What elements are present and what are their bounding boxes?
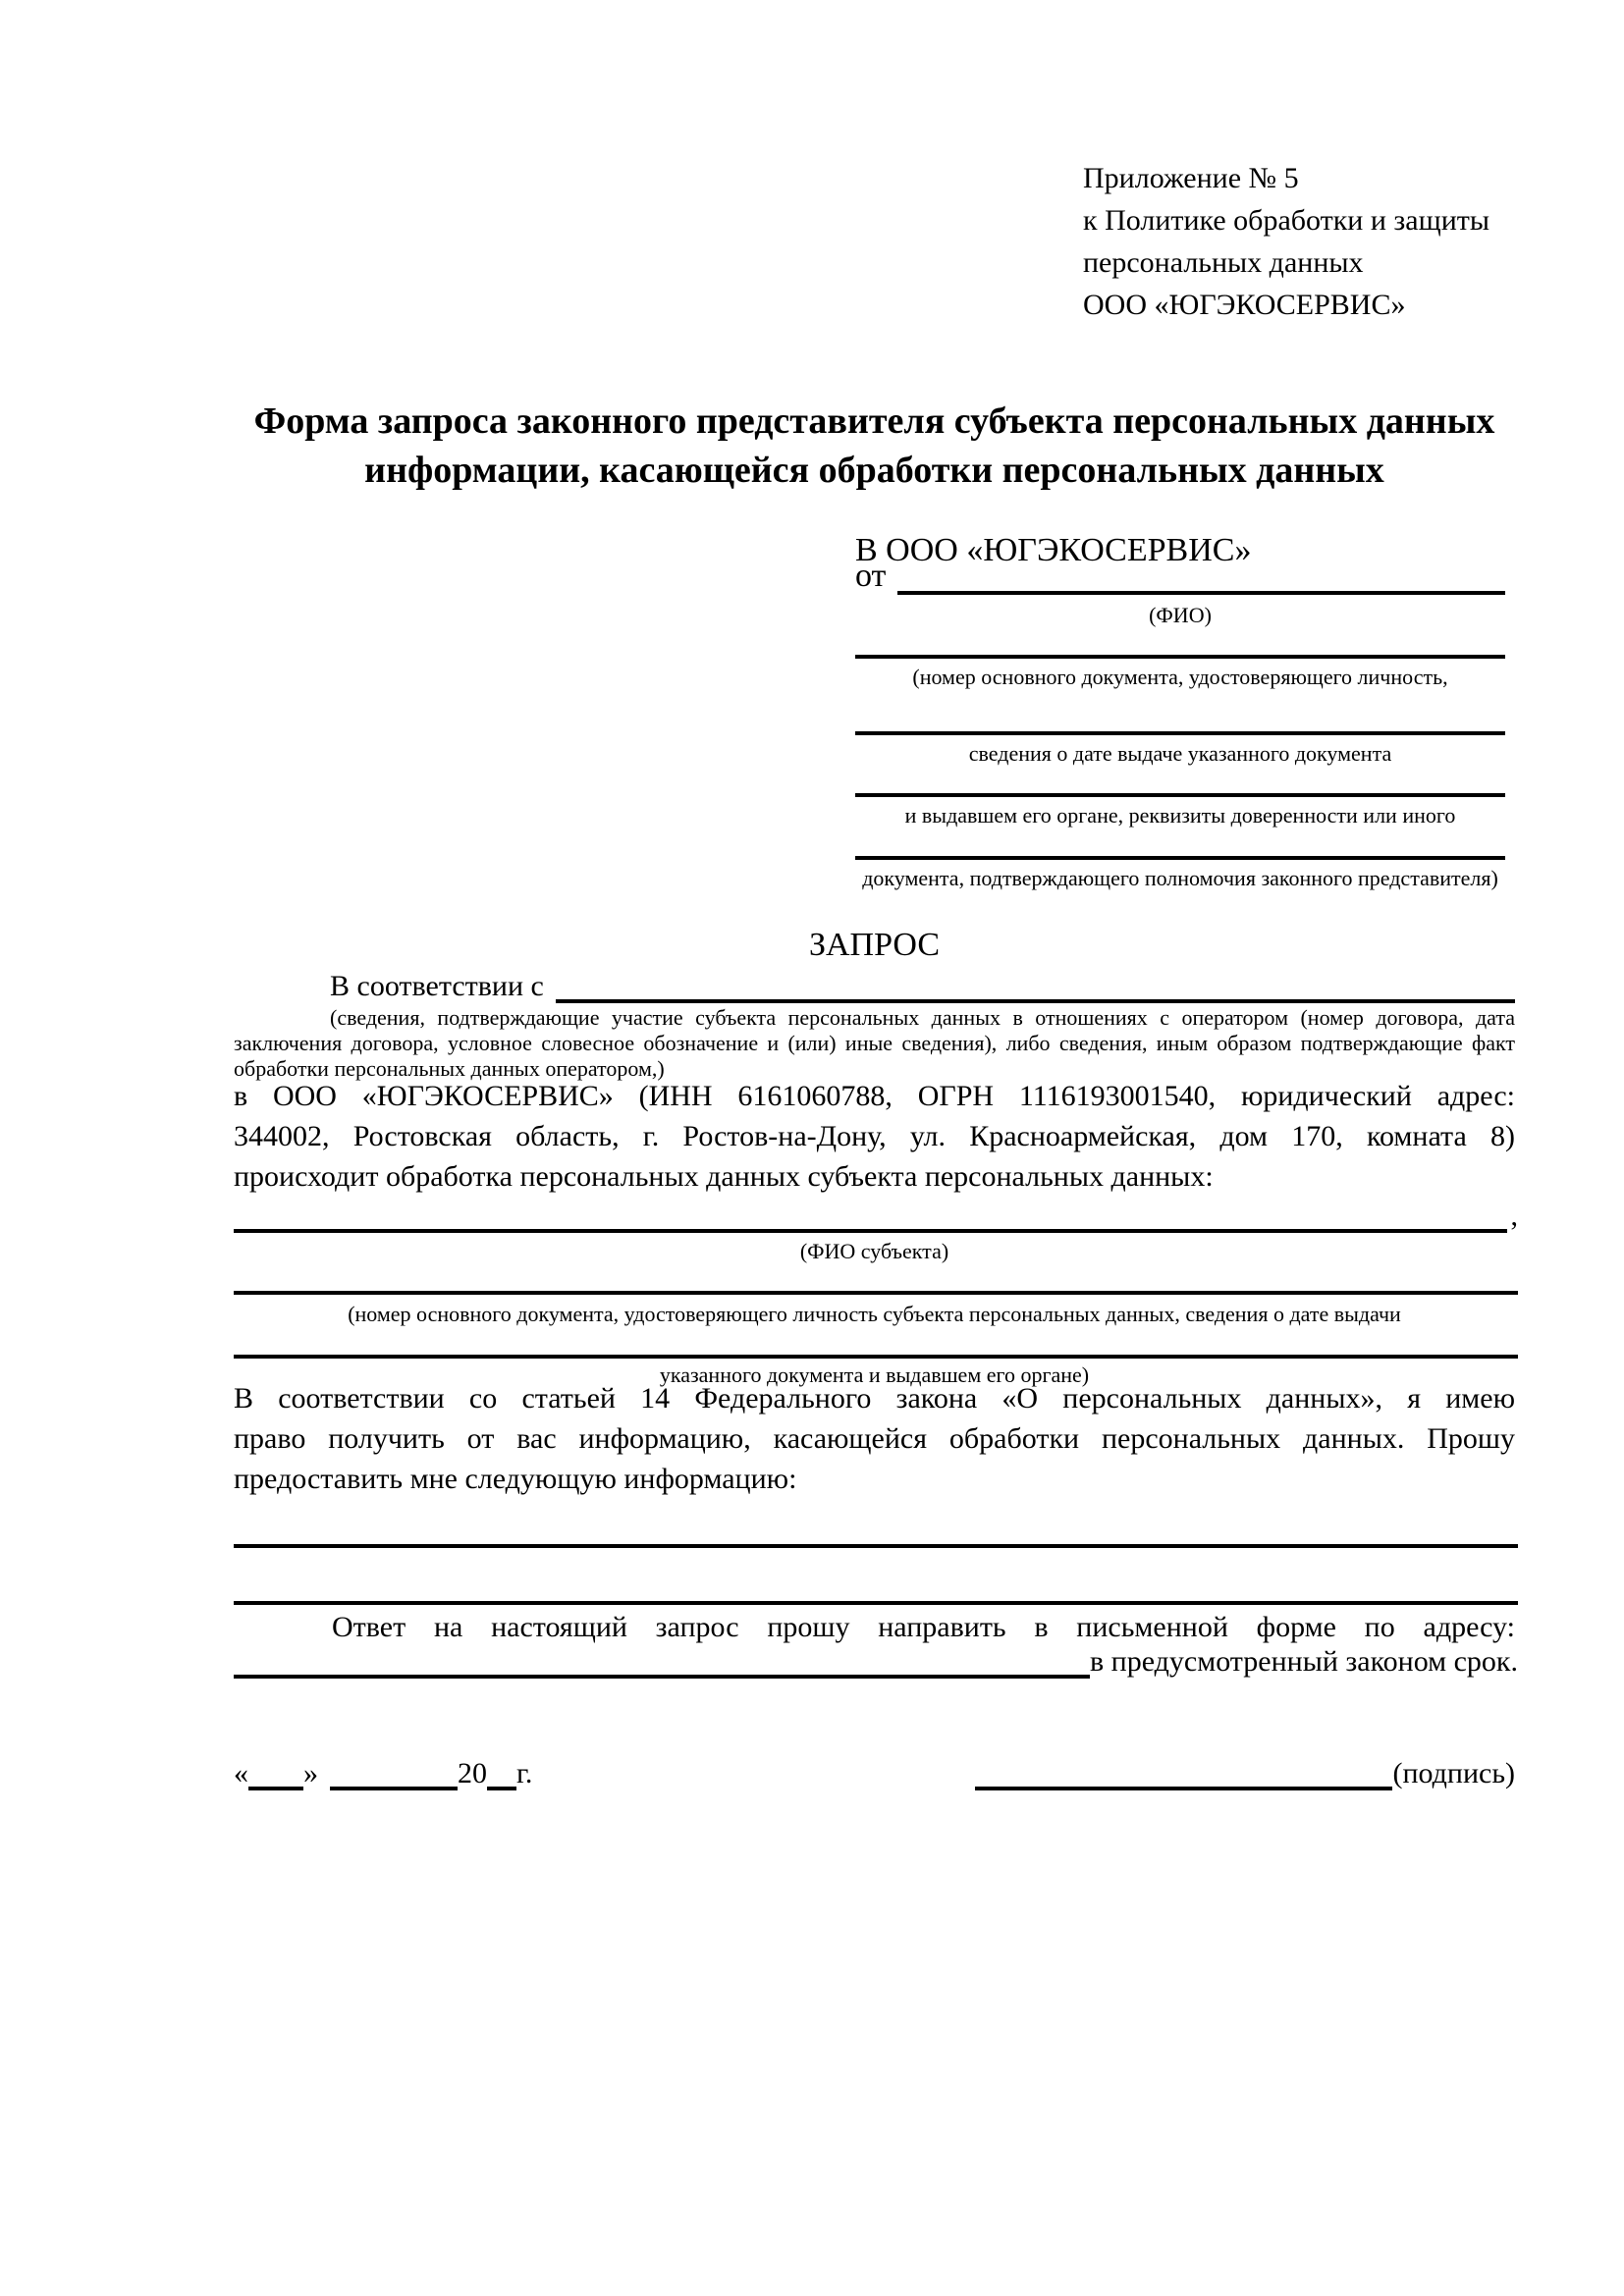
subject-doc-blank-line-2 xyxy=(234,1355,1518,1359)
signature-line xyxy=(975,1757,1515,1790)
info-blank-line-1 xyxy=(234,1544,1518,1548)
doc-number-blank-line xyxy=(855,655,1505,659)
issue-date-blank-line xyxy=(855,731,1505,735)
subject-fio-line xyxy=(234,1200,1518,1233)
reply-address-line xyxy=(234,1645,1518,1679)
appendix-header xyxy=(1083,157,1489,326)
form-title-line: Форма запроса законного представителя субъекта персональных данных xyxy=(253,400,1495,442)
intro-blank-line xyxy=(556,968,1515,1003)
subject-fio-caption: (ФИО субъекта) xyxy=(799,1239,949,1263)
fio-caption: (ФИО) xyxy=(1149,603,1212,627)
date-close-quote: » xyxy=(303,1757,318,1789)
issuer-blank-line xyxy=(855,793,1505,797)
appendix-header-line: Приложение № 5 xyxy=(1083,162,1299,194)
subject-doc-blank-line-1 xyxy=(234,1291,1518,1295)
operator-paragraph-line: происходит обработка персональных данных субъекта персональных данных: xyxy=(234,1160,1214,1193)
form-title xyxy=(234,397,1515,495)
law-paragraph-line: право получить от вас информацию, касающейся обработки персональных данных. Прошу xyxy=(234,1422,1515,1455)
appendix-header-line: ООО «ЮГЭКОСЕРВИС» xyxy=(1083,289,1406,321)
subject-fio-comma: , xyxy=(1510,1200,1518,1232)
addressee-block xyxy=(855,532,1505,905)
subject-fio-blank-line xyxy=(234,1203,1507,1233)
info-blank-line-2 xyxy=(234,1601,1518,1605)
footer-row xyxy=(234,1757,1515,1790)
intro-caption-line: заключения договора, условное словесное обозначение и (или) иные сведения), либо сведения, иным образом подтверждающие факт xyxy=(234,1031,1515,1055)
request-heading: ЗАПРОС xyxy=(808,927,941,963)
subject-doc-caption-1: (номер основного документа, удостоверяющего личность субъекта персональных данных, сведения о дате выдачи xyxy=(348,1302,1401,1326)
issuer-caption: и выдавшем его органе, реквизиты доверенности или иного xyxy=(904,803,1456,828)
year-prefix: 20 xyxy=(458,1757,487,1789)
law-paragraph xyxy=(234,1378,1515,1499)
operator-paragraph-line: 344002, Ростовская область, г. Ростов-на-Дону, ул. Красноармейская, дом 170, комната 8) xyxy=(234,1120,1515,1152)
operator-paragraph xyxy=(234,1076,1515,1197)
intro-caption-line: (сведения, подтверждающие участие субъекта персональных данных в отношениях с оператором (номер договора, дата xyxy=(330,1005,1515,1030)
law-paragraph-line: В соответствии со статьей 14 Федерального закона «О персональных данных», я имею xyxy=(234,1382,1515,1415)
operator-paragraph-line: в ООО «ЮГЭКОСЕРВИС» (ИНН 6161060788, ОГРН 1116193001540, юридический адрес: xyxy=(234,1080,1515,1112)
authority-doc-caption: документа, подтверждающего полномочия законного представителя) xyxy=(862,866,1498,890)
day-blank-line xyxy=(248,1757,303,1790)
fio-blank-line xyxy=(897,560,1505,595)
intro-caption-line: обработки персональных данных оператором,) xyxy=(234,1056,665,1081)
year-blank-line xyxy=(487,1757,516,1790)
intro-label: В соответствии с xyxy=(330,970,544,1002)
from-line xyxy=(855,560,1505,595)
form-title-line: информации, касающейся обработки персональных данных xyxy=(364,450,1384,491)
addressee-org: В ООО «ЮГЭКОСЕРВИС» xyxy=(855,532,1252,568)
reply-line-suffix: в предусмотренный законом срок. xyxy=(1090,1645,1518,1678)
month-blank-line xyxy=(330,1757,458,1790)
signature-blank-line xyxy=(975,1757,1392,1790)
reply-address-blank-line xyxy=(234,1645,1090,1679)
from-label: от xyxy=(855,558,887,594)
intro-line xyxy=(234,968,1515,1003)
authority-doc-blank-line xyxy=(855,856,1505,860)
law-paragraph-line: предоставить мне следующую информацию: xyxy=(234,1463,797,1495)
subject-doc-caption-2: указанного документа и выдавшем его органе) xyxy=(659,1362,1090,1387)
appendix-header-line: персональных данных xyxy=(1083,246,1364,279)
year-suffix: г. xyxy=(516,1757,533,1789)
doc-number-caption: (номер основного документа, удостоверяющего личность, xyxy=(912,665,1448,689)
intro-caption xyxy=(234,1005,1515,1082)
date-line xyxy=(234,1757,532,1790)
reply-line: Ответ на настоящий запрос прошу направить в письменной форме по адресу: xyxy=(332,1611,1515,1643)
appendix-header-line: к Политике обработки и защиты xyxy=(1083,204,1490,237)
issue-date-caption: сведения о дате выдаче указанного документа xyxy=(968,741,1392,766)
date-open-quote: « xyxy=(234,1757,248,1789)
signature-caption: (подпись) xyxy=(1392,1757,1515,1789)
